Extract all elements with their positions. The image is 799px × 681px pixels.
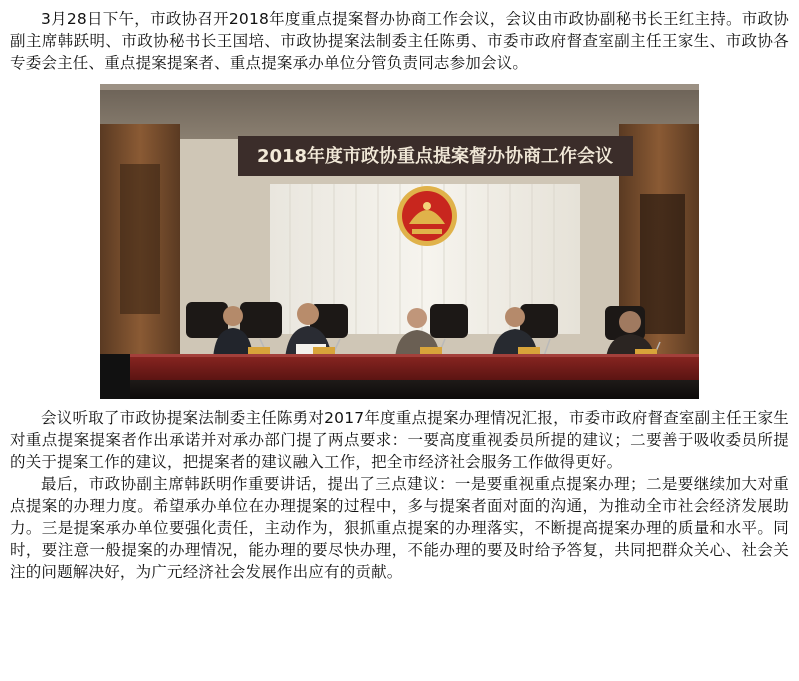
cppcc-emblem-icon [397, 186, 457, 246]
paragraph-intro: 3月28日下午，市政协召开2018年度重点提案督办协商工作会议，会议由市政协副秘书长王红主持。市政协副主席韩跃明、市政协秘书长王国培、市政协提案法制委主任陈勇、市委市政府督查室副主任王家生、市政协各专委会主任、重点提案提案者、重点提案承办单位分管负责同志参加会议。 [10, 10, 789, 72]
photo-ceiling [100, 84, 699, 144]
paragraph-report: 会议听取了市政协提案法制委主任陈勇对2017年度重点提案办理情况汇报，市委市政府督查室副主任王家生对重点提案提案者作出承诺并对承办部门提了两点要求：一要高度重视委员所提的建议；二要善于吸收委员所提的关于提案工作的建议，把提案者的建议融入工作，把全市经济社会服务工作做得更好。 [10, 409, 789, 471]
photo-banner-text: 2018年度市政协重点提案督办协商工作会议 [256, 146, 614, 167]
meeting-photo [100, 84, 699, 399]
photo-door [640, 194, 685, 334]
photo-table [120, 354, 699, 380]
paragraph-speech: 最后，市政协副主席韩跃明作重要讲话，提出了三点建议：一是要重视重点提案办理；二是要继续加大对重点提案的办理力度。希望承办单位在办理提案的过程中，多与提案者面对面的沟通，为推动全市社会经济发展助力。三是提案承办单位要强化责任，主动作为，狠抓重点提案的办理落实，不断提高提案办理的质量和水平。同时，要注意一般提案的办理情况，能办理的要尽快办理，不能办理的要及时给予答复，共同把群众关心、社会关注的问题解决好，为广元经济社会发展作出应有的贡献。 [10, 475, 789, 581]
meeting-photo-drawing [100, 84, 699, 399]
article-body [10, 8, 789, 583]
